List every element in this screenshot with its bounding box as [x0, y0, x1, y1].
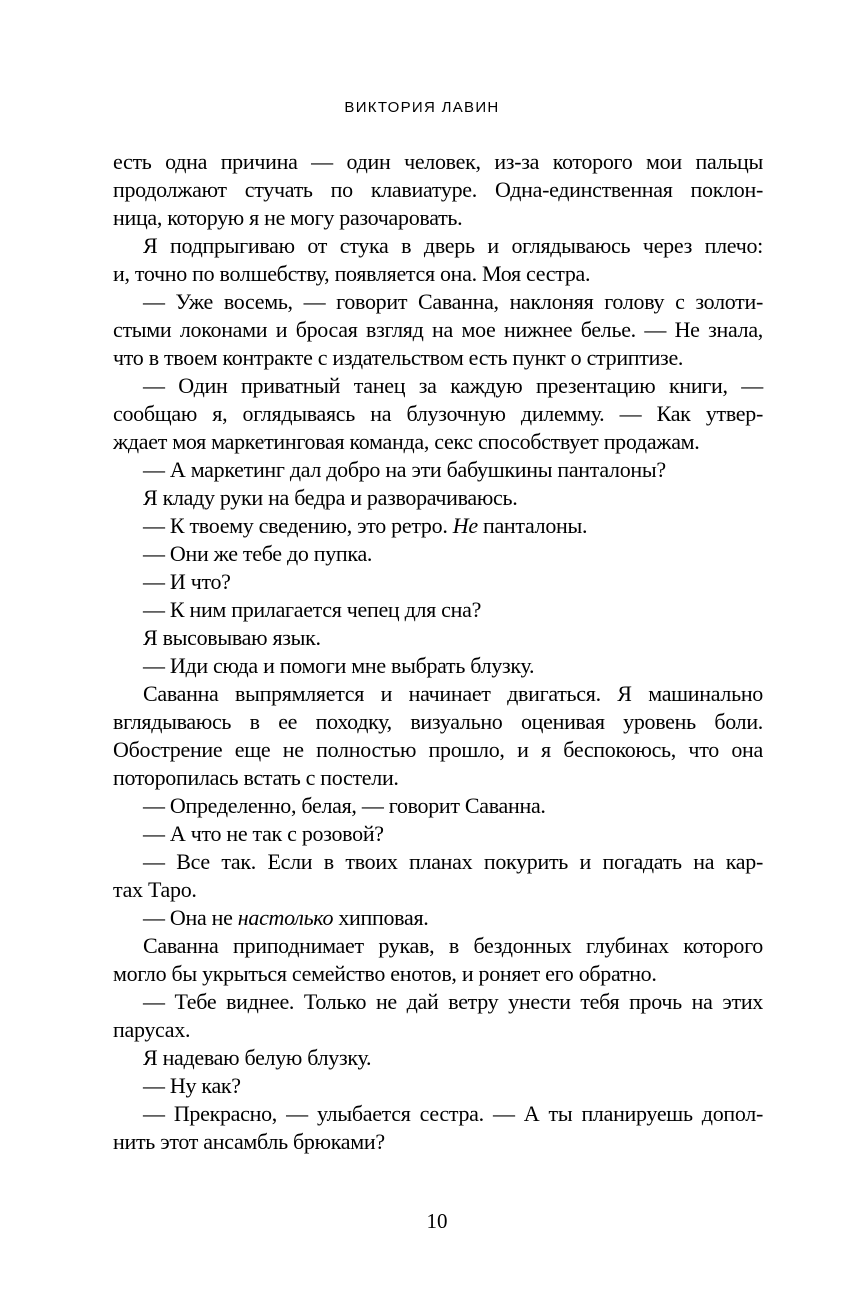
text-line: — Иди сюда и помоги мне выбрать блузку. [143, 653, 535, 678]
text-line: стыми локонами и бросая взгляд на мое нижнее белье. — Не знала, [113, 317, 763, 342]
text-line: Обострение еще не полностью прошло, и я беспокоюсь, что она [113, 737, 763, 762]
text-line: Я высовываю язык. [143, 625, 321, 650]
text-line: — Тебе виднее. Только не дай ветру унести тебя прочь на этих [143, 989, 763, 1014]
text-line: вглядываюсь в ее походку, визуально оценивая уровень боли. [113, 709, 763, 734]
text-line: — Прекрасно, — улыбается сестра. — А ты планируешь допол- [143, 1101, 763, 1126]
text-line: — А что не так с розовой? [143, 821, 384, 846]
text-line: продолжают стучать по клавиатуре. Одна-единственная поклон- [113, 177, 763, 202]
text-segment: хипповая. [333, 905, 429, 930]
text-line: — Ну как? [143, 1073, 241, 1098]
text-line: парусах. [113, 1017, 191, 1042]
text-line [113, 512, 763, 540]
text-segment: панталоны. [477, 513, 588, 538]
text-line: тах Таро. [113, 877, 197, 902]
text-line: Я подпрыгиваю от стука в дверь и оглядываюсь через плечо: [143, 233, 763, 258]
text-line: Я кладу руки на бедра и разворачиваюсь. [143, 485, 518, 510]
text-line: Саванна приподнимает рукав, в бездонных глубинах которого [143, 933, 763, 958]
text-line: поторопилась встать с постели. [113, 765, 399, 790]
text-line: есть одна причина — один человек, из-за которого мои пальцы [113, 149, 763, 174]
text-line: сообщаю я, оглядываясь на блузочную дилемму. — Как утвер- [113, 401, 763, 426]
text-line: Я надеваю белую блузку. [143, 1045, 372, 1070]
text-line: — Они же тебе до пупка. [143, 541, 373, 566]
text-segment: — К твоему сведению, это ретро. [143, 513, 453, 538]
text-line: и, точно по волшебству, появляется она. Моя сестра. [113, 261, 591, 286]
text-line: — Определенно, белая, — говорит Саванна. [143, 793, 546, 818]
italic-emphasis: настолько [237, 905, 334, 930]
text-line: ница, которую я не могу разочаровать. [113, 205, 463, 230]
page-number: 10 [426, 1209, 448, 1233]
text-line: могло бы укрыться семейство енотов, и роняет его обратно. [113, 961, 657, 986]
text-line: ждает моя маркетинговая команда, секс способствует продажам. [113, 429, 700, 454]
text-line: нить этот ансамбль брюками? [113, 1129, 385, 1154]
text-line: — И что? [143, 569, 231, 594]
text-line: — К ним прилагается чепец для сна? [143, 597, 482, 622]
text-line: Саванна выпрямляется и начинает двигаться. Я машинально [143, 681, 763, 706]
text-segment: — Она не [143, 905, 238, 930]
italic-emphasis: Не [452, 513, 478, 538]
text-line: что в твоем контракте с издательством есть пункт о стриптизе. [113, 345, 684, 370]
page-body-text [113, 148, 763, 1156]
running-header: ВИКТОРИЯ ЛАВИН [344, 99, 500, 116]
text-line: — Один приватный танец за каждую презентацию книги, — [143, 373, 763, 398]
text-line: — Все так. Если в твоих планах покурить и погадать на кар- [143, 849, 763, 874]
text-line: — А маркетинг дал добро на эти бабушкины панталоны? [143, 457, 666, 482]
text-line [113, 904, 763, 932]
text-line: — Уже восемь, — говорит Саванна, наклоняя голову с золоти- [143, 289, 763, 314]
